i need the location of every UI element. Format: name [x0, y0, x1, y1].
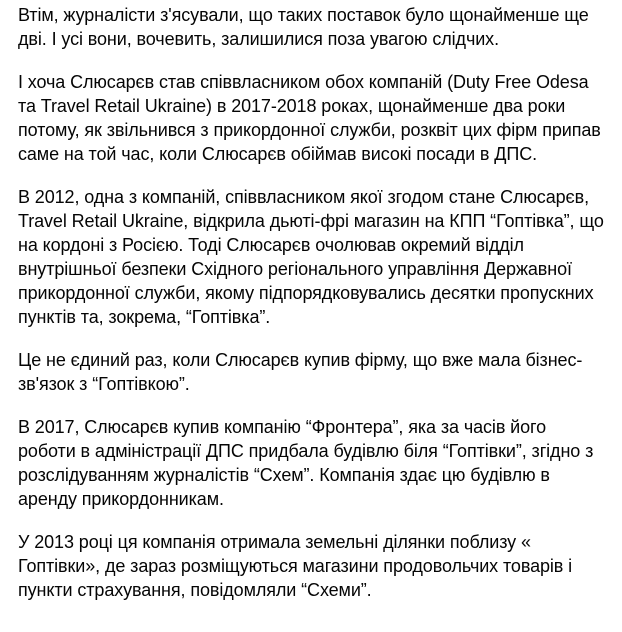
paragraph-3: В 2012, одна з компаній, співвласником якої згодом стане Слюсарєв, Travel Retail Ukraine, відкрила дьюті-фрі магазин на КПП “Гоптівка”, що на кордоні з Росією. Тоді Слюсарєв очолював окремий відділ внутрішньої безпеки Східного регіонального управління Державної прикордонної служби, якому підпорядковувались десятки пропускних пунктів та, зокрема, “Гоптівка”.: [18, 187, 604, 327]
paragraph-1: Втім, журналісти з'ясували, що таких поставок було щонайменше ще дві. І усі вони, вочевить, залишилися поза увагою слідчих.: [18, 5, 589, 49]
paragraph-5: В 2017, Слюсарєв купив компанію “Фронтера”, яка за часів його роботи в адміністрації ДПС придбала будівлю біля “Гоптівки”, згідно з розслідуванням журналістів “Схем”. Компанія здає цю будівлю в аренду прикордонникам.: [18, 417, 594, 509]
paragraph-6: У 2013 році ця компанія отримала земельні ділянки поблизу « Гоптівки», де зараз розміщуються магазини продовольчих товарів і пункти страхування, повідомляли “Схеми”.: [18, 532, 573, 600]
paragraph-4: Це не єдиний раз, коли Слюсарєв купив фірму, що вже мала бізнес-зв'язок з “Гоптівкою”.: [18, 350, 583, 394]
paragraph-2: І хоча Слюсарєв став співвласником обох компаній (Duty Free Odesa та Travel Retail Ukraine) в 2017-2018 роках, щонайменше два роки потому, як звільнився з прикордонної служби, розквіт цих фірм припав саме на той час, коли Слюсарєв обіймав високі посади в ДПС.: [18, 72, 601, 164]
